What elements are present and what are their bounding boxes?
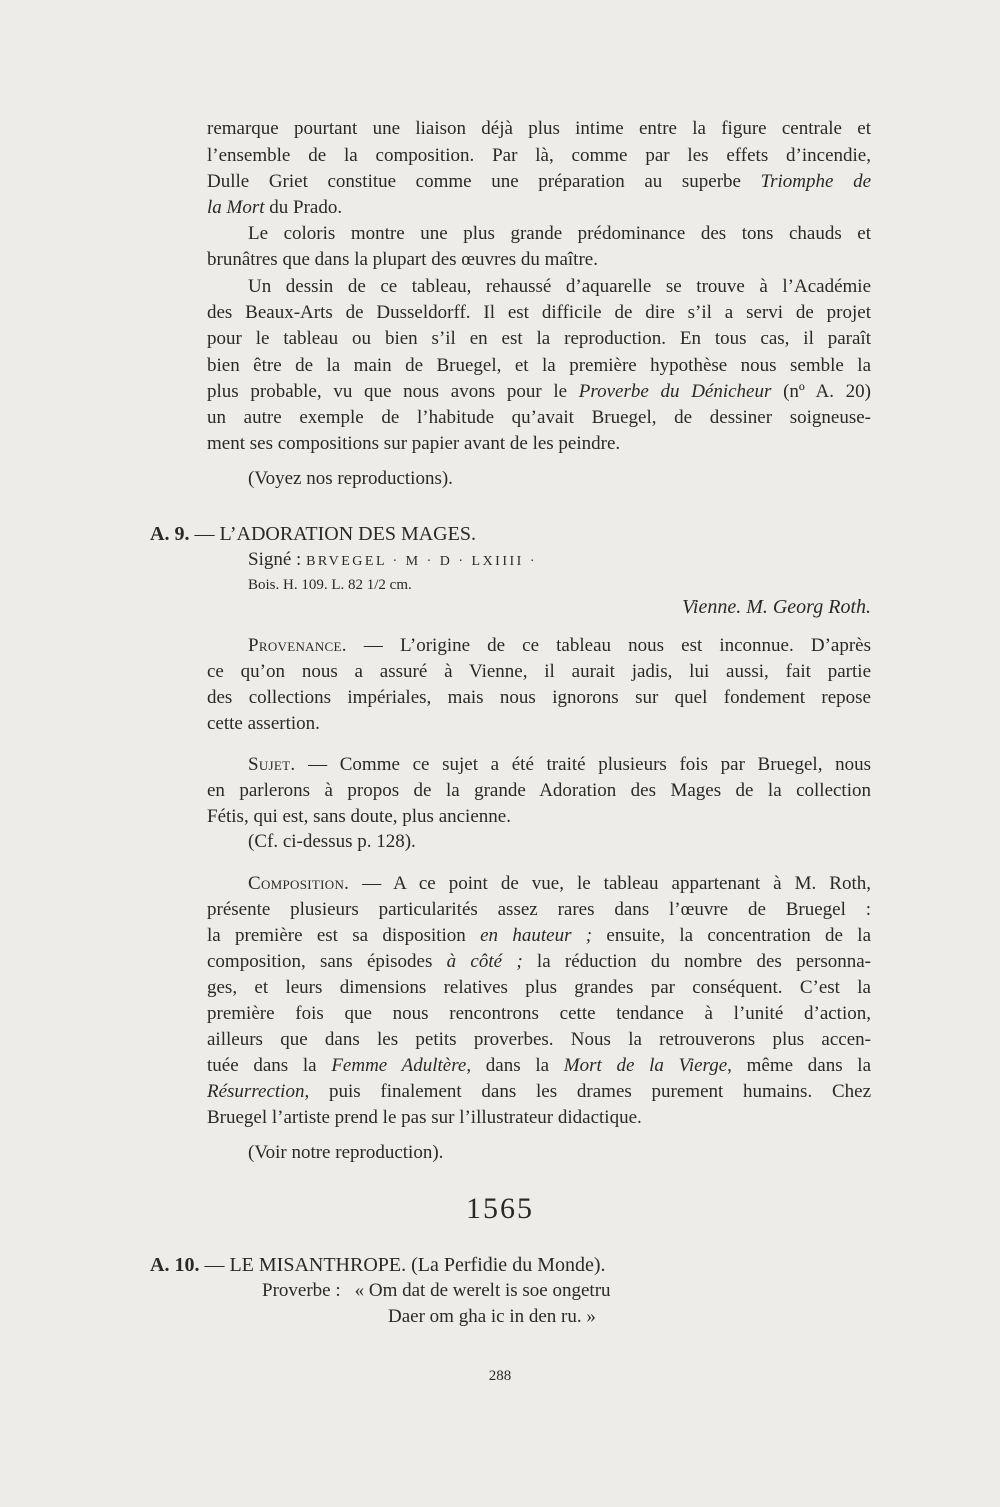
page-number: 288: [488, 1368, 512, 1384]
text-run: — L’origine de ce tableau nous est inconnue. D’après: [346, 635, 871, 656]
text-run: tuée dans la: [207, 1055, 332, 1076]
entry-title: — LE MISANTHROPE. (La Perfidie du Monde).: [199, 1254, 606, 1276]
text-run: plus probable, vu que nous avons pour le: [207, 381, 579, 402]
text-line: (Voir notre reproduction).: [248, 1142, 444, 1163]
entry-heading: [150, 1252, 871, 1278]
text-line: (Cf. ci-dessus p. 128).: [248, 831, 416, 852]
proverb-line: Daer om gha ic in den ru. »: [388, 1306, 596, 1327]
text-run: la première est sa disposition: [207, 925, 481, 946]
signature-label: Signé :: [248, 549, 307, 570]
text-line: (Voyez nos reproductions).: [248, 468, 453, 489]
signature-line: [248, 547, 912, 573]
text-line: [207, 1079, 871, 1105]
entry-title: — L’ADORATION DES MAGES.: [189, 523, 476, 545]
location: [207, 594, 871, 620]
text-line: ailleurs que dans les petits proverbes. Nous la retrouverons plus accen-: [207, 1029, 871, 1050]
section-label: Provenance.: [248, 635, 347, 656]
entry-number: A. 10.: [150, 1254, 200, 1276]
text-run: ensuite, la concentration de la: [592, 925, 871, 946]
entry-number: A. 9.: [150, 523, 190, 545]
text-run: , puis finalement dans les drames purement humains. Chez: [304, 1081, 871, 1102]
text-line: ce qu’on nous a assuré à Vienne, il aurait jadis, lui aussi, fait partie: [207, 661, 871, 682]
text-line: [207, 923, 871, 949]
text-run: , dans la: [466, 1055, 564, 1076]
text-line: cette assertion.: [207, 713, 320, 734]
text-line: bien être de la main de Bruegel, et la première hypothèse nous semble la: [207, 355, 871, 376]
signature-text: BRVEGEL · M · D · LXIIII ·: [306, 554, 537, 569]
text-line: remarque pourtant une liaison déjà plus intime entre la figure centrale et: [207, 118, 871, 139]
text-run: — Comme ce sujet a été traité plusieurs fois par Bruegel, nous: [295, 754, 871, 775]
text-line: [207, 379, 871, 405]
text-line: Bruegel l’artiste prend le pas sur l’illustrateur didactique.: [207, 1107, 642, 1128]
proverb-text: « Om dat de werelt is soe ongetru: [354, 1280, 611, 1301]
text-line: Un dessin de ce tableau, rehaussé d’aquarelle se trouve à l’Académie: [248, 276, 871, 297]
text-run: (nº A. 20): [771, 381, 871, 402]
dimensions: Bois. H. 109. L. 82 1/2 cm.: [248, 577, 412, 593]
section-label: Sujet.: [248, 754, 296, 775]
text-run: — A ce point de vue, le tableau appartenant à M. Roth,: [349, 873, 871, 894]
text-line: [207, 949, 871, 975]
text-line: [248, 752, 871, 778]
text-line: présente plusieurs particularités assez rares dans l’œuvre de Bruegel :: [207, 899, 871, 920]
text-line: [207, 195, 871, 221]
text-line: un autre exemple de l’habitude qu’avait Bruegel, de dessiner soigneuse-: [207, 407, 871, 428]
italic-title: Triomphe de: [760, 171, 871, 192]
italic-text: à côté ;: [446, 951, 523, 972]
text-line: première fois que nous rencontrons cette tendance à l’unité d’action,: [207, 1003, 871, 1024]
text-line: ges, et leurs dimensions relatives plus grandes par conséquent. C’est la: [207, 977, 871, 998]
text-run: du Prado.: [264, 197, 343, 218]
text-line: en parlerons à propos de la grande Adoration des Mages de la collection: [207, 780, 871, 801]
italic-title: Femme Adultère: [331, 1055, 467, 1076]
text-run: , même dans la: [727, 1055, 871, 1076]
text-line: [248, 871, 871, 897]
location-text: Vienne. M. Georg Roth.: [682, 596, 871, 618]
text-run: la réduction du nombre des personna-: [522, 951, 871, 972]
text-run: Dulle Griet constitue comme une préparation au superbe: [207, 171, 761, 192]
year-heading: 1565: [466, 1192, 534, 1225]
text-run: composition, sans épisodes: [207, 951, 447, 972]
text-line: des collections impériales, mais nous ignorons sur quel fondement repose: [207, 687, 871, 708]
text-line: Fétis, qui est, sans doute, plus ancienne.: [207, 806, 511, 827]
text-line: l’ensemble de la composition. Par là, comme par les effets d’incendie,: [207, 145, 871, 166]
italic-title: Proverbe du Dénicheur: [578, 381, 772, 402]
text-line: [248, 633, 871, 659]
italic-title: la Mort: [207, 197, 265, 218]
proverb-line: [262, 1278, 762, 1304]
proverb-label: Proverbe :: [262, 1280, 341, 1301]
text-line: Le coloris montre une plus grande prédominance des tons chauds et: [248, 223, 871, 244]
text-line: des Beaux-Arts de Dusseldorff. Il est difficile de dire s’il a servi de projet: [207, 302, 871, 323]
italic-title: Mort de la Vierge: [563, 1055, 728, 1076]
text-line: ment ses compositions sur papier avant de les peindre.: [207, 433, 621, 454]
italic-text: en hauteur ;: [480, 925, 593, 946]
text-line: [207, 1053, 871, 1079]
text-line: [207, 169, 871, 195]
text-line: pour le tableau ou bien s’il en est la reproduction. En tous cas, il paraît: [207, 328, 871, 349]
italic-title: Résurrection: [207, 1081, 305, 1102]
entry-heading: [150, 521, 871, 547]
text-line: brunâtres que dans la plupart des œuvres du maître.: [207, 249, 598, 270]
section-label: Composition.: [248, 873, 350, 894]
